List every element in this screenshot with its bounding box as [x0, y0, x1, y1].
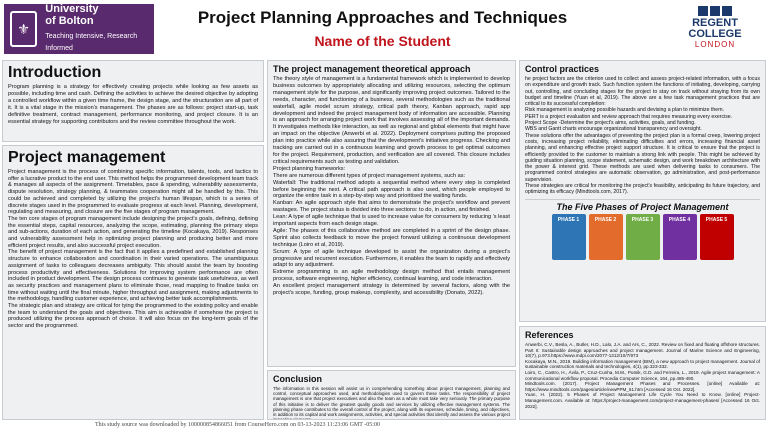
introduction-text: Program planning is a strategy for effectively creating projects while looking as few assets as possible, including time and cash. Defining the activities to achieve the desired objective by adopting a controlled workflow within a given time frame, the design stage, and the structuration are all part of it. It is a vital stage in the mission's management. The phases are as follows: project start-up, task definitive treatment, contract management, performance monitoring, and project closure. It is an essential strategy for supporting contributors and the review committee throughout the work. [8, 84, 258, 125]
project-management-panel [2, 145, 264, 420]
student-name: Name of the Student [314, 33, 451, 49]
five-phases-diagram [525, 199, 760, 271]
university-crest-icon: ⚜ [10, 11, 37, 47]
introduction-heading: Introduction [8, 64, 102, 81]
university-tagline: Teaching Intensive, Research Informed [45, 33, 138, 52]
control-practices-panel [519, 60, 766, 322]
regent-college-city: LONDON [694, 40, 736, 49]
theoretical-approach-text: The theory style of management is a fundamental framework which is implemented to develop business outcomes by appropriately allocating and utilizing resources, selecting the optimum management style for the purpose, and significantly improving project outcomes. Tailored to the needs, character, and functioning of a business, several methodologies such as the traditional waterfall, agile model scrum strategy, critical path theory, Kanban approach, rapid app development and indeed the project management body of information are accessible. Planning is an approach for arranging project work that involves assessing all of the important demands. It investigates methods like interaction, as well as regional and global elements that might have an impact on the objective (Anwerbi et al. 2022). Deployment comprises putting the proposed plan into practice while also assuring that the development's initiatives progress. Checking and tracking are carried out in a continuous learning and growth process to get optimal outcomes for the project. Requirement, production, and verification are all covered. This closure includes critical requirements such as testing and validation. Project planning frameworks: There are numerous different types of project management systems, such as: Waterfall: The traditional method adopts a sequential method where every step is completed before beginning the next. A critical path approach is also used, which people employed to organize the entire task in a step-by-step way and prioritised the waiting funds. Kanban: An agile approach style that aims to demonstrate the project's workflow and prevent wastages. The project status is divided into three sections: to do, in action, and finished. Lean: A type of agile technique that is used to increase value for consumers by reducing 's least important aspects from each design stage. Agile: The phases of this collaborative method are completed in a sprint of the design phase. Sprint also collects feedback to move the project forward utilizing a continuous development technique (Loiro et al, 2019). Scrum: A type of agile technique developed to assist the organization during a project's progressive and recurrent execution. Furthermore, it enables the team to rapidly and effectively adapt to any adjustment. Extreme programming is an agile methodology design method that entails management process, software engineering, higher efficiency, continual learning, and code interaction. An excellent project management strategy is determined by several factors, along with the project's scope, funding, group makeup, complexity, and accessibility (Donato, 2022). [273, 76, 510, 297]
theoretical-approach-panel [267, 60, 516, 367]
introduction-panel [2, 60, 264, 142]
project-management-text: Project management is the process of combining specific information, talents, tools, and tactics to offer a lucrative product to the end user. This method helps the programmed development team track & manages all aspects of the assignment. Timetables, pace & spending, vulnerability assessments, dispute resolution, strategy planning, & teammates cooperation might all be handled by this. This could be achieved and completed by utilizing the project's human lifespan, which is a series of discrete stages used in the programmed to evaluate progress at each level. Planning, development, regulating and measuring, and closure are the five stages of program management. The ten core stages of program management include designing the project's goals, defining, defining the essential steps, capital resources, analyzing the scope, estimating, planning the primary steps and sub-actions, duration of each action, and generating the timeline (Kocakaya, 2019). Responses and vulnerability assessment help in optimizing project planning and producing better and more efficient project results, and also successful project execution. The benefit of project management is the fact that it applies a predefined and established planning structure to enhance collaboration and coordination in their varied operations. The unambiguous assignment of tasks to colleagues decreases ambiguity. This should assist the team by boosting process productivity and effectiveness. Solutions for improving system performance are often included in product development. The design process continues to generate task usefulness, as well as security practices and management plans to eliminate those, read mapping to finalize tasks on time without waiting until the final minute, higher throughput and assignment, making adjustments to the methodology, handling customer experience, and achieving better task accomplishments. The strategic plan and strategy are critical for tying the programmed to the existing policy and enable the team to understand the goals and objectives. This aim is achievable if somehow the project is produced utilizing the process approach of choice. It will also focus on the long-term goals of the sector and the programmed. [8, 169, 258, 330]
phase-list [525, 214, 760, 260]
conclusion-text: The information in this session will assist us in comprehending something about project management, planning and control, conceptual approaches used, and methodologies used to govern these tasks. The responsibility of project management is one that project executives and also the team as a whole must take very seriously. The primary purpose of this initiative is to deliver the greatest quality goods and services by utilizing effective management systems. The planning phase contributes to the overall control of the project, along with its expenses, schedule, timing, and objectives, in addition to its capital and work assignments, activities, and special activities that identify and assess the various project impacting elements. [273, 386, 510, 420]
conclusion-heading: Conclusion [273, 374, 322, 384]
phase-5-card: PHASE 5 [700, 214, 734, 260]
references-panel [519, 326, 766, 420]
references-text: Anwerbi, C.V., Besla, A., Butler, H.D., Lalo, J.A. and Ars, C., 2022. Review on fixed and floating offshore structures. Part II: Sustainable design approaches and project management. Journal of Marine Science and Engineering, 10(7), p.973.https://www.mdpi.com/2077-1312/10/7/973 Kocakaya, M.N., 2019. Building information management (BIM), a new approach to project management. Journal of sustainable construction materials and technologies, 4(1), pp.323-332. Loiro, C., Castro, H., Ávila, P., Cruz-Cunha, M.M., Putnik, G.D. and Ferreira, L., 2019. Agile project management: A communicational workflow proposal. Procedia Computer Science, 164, pp.485-490. Mindtools.com. (2017). Project Management Phases and Processes. [online] Available at: https://www.mindtools.com/pages/article/newPPM_61.htm [Accessed 16 Oct. 2022]. Yuan, H. (2022). 5 Phases of Project Management Life Cycle You Need to Know. [online] Project-Management.com. Available at: https://project-management.com/project-management-phases/ [Accessed 16 Oct. 2022]. [525, 342, 760, 409]
university-of-bolton-logo [4, 4, 154, 54]
references-heading: References [525, 330, 574, 340]
phase-1-card: PHASE 1 [552, 214, 586, 260]
phase-2-card: PHASE 2 [589, 214, 623, 260]
phase-4-card: PHASE 4 [663, 214, 697, 260]
poster-header [0, 0, 768, 58]
download-footer: This study source was downloaded by 100000854866051 from CourseHero.com on 03-13-2023 11:23:06 GMT -05:00 [95, 422, 380, 428]
poster-title: Project Planning Approaches and Techniques [197, 8, 568, 27]
regent-college-logo [666, 6, 764, 54]
project-management-heading: Project management [8, 149, 166, 166]
regent-college-name: REGENT COLLEGE [688, 17, 742, 40]
regent-college-icon [666, 6, 764, 16]
control-practices-text: he project factors are the criterion used to collect and assess project-related information, with a focus on expenditure and growth track. Such function system the functions of initiating, developing, carrying out, controlling, and concluding stages for the project to stay on track without straying from its own budget and timeline (Yuan et al, 2019). The above are a few task management practices that are critical to its successful completion: Risk management is analyzing possible hazards and devising a plan to minimize them. PERT is a project evaluation and review approach that requires measuring every exercise. Project Scope -Determine the project's aims, activities, goals, and funding. WBS and Gantt charts encourage organizational transparency and oversight. These solutions offer the advantages of preventing the project plan is a formal creep, lowering project costs, increasing project reliability, eliminating difficulties and errors, increasing financial asset planning, and enhancing effective project support structure. It is critical to ensure that the project is efficiently provided to the customer to maintain a strong link with people. This might be achieved by guiding situation planning, scope statement, schematic design, and work breakdown architecture with the power & interest grid. These methods are used when delivering tasks to consumers. The programmed control strategies are automatic observation, go administration, and post-performance supervision. These strategies are critical for monitoring the project's feasibility, anticipating its future trajectory, and optimizing its efficacy (Mindtools.com, 2017). [525, 76, 760, 196]
theoretical-approach-heading: The project management theoretical approach [273, 64, 471, 74]
university-logo-text: University of Bolton Teaching Intensive, Research Informed [45, 3, 154, 55]
conclusion-panel [267, 370, 516, 420]
phase-3-card: PHASE 3 [626, 214, 660, 260]
control-practices-heading: Control practices [525, 64, 600, 74]
five-phases-title: The Five Phases of Project Management [556, 201, 729, 212]
